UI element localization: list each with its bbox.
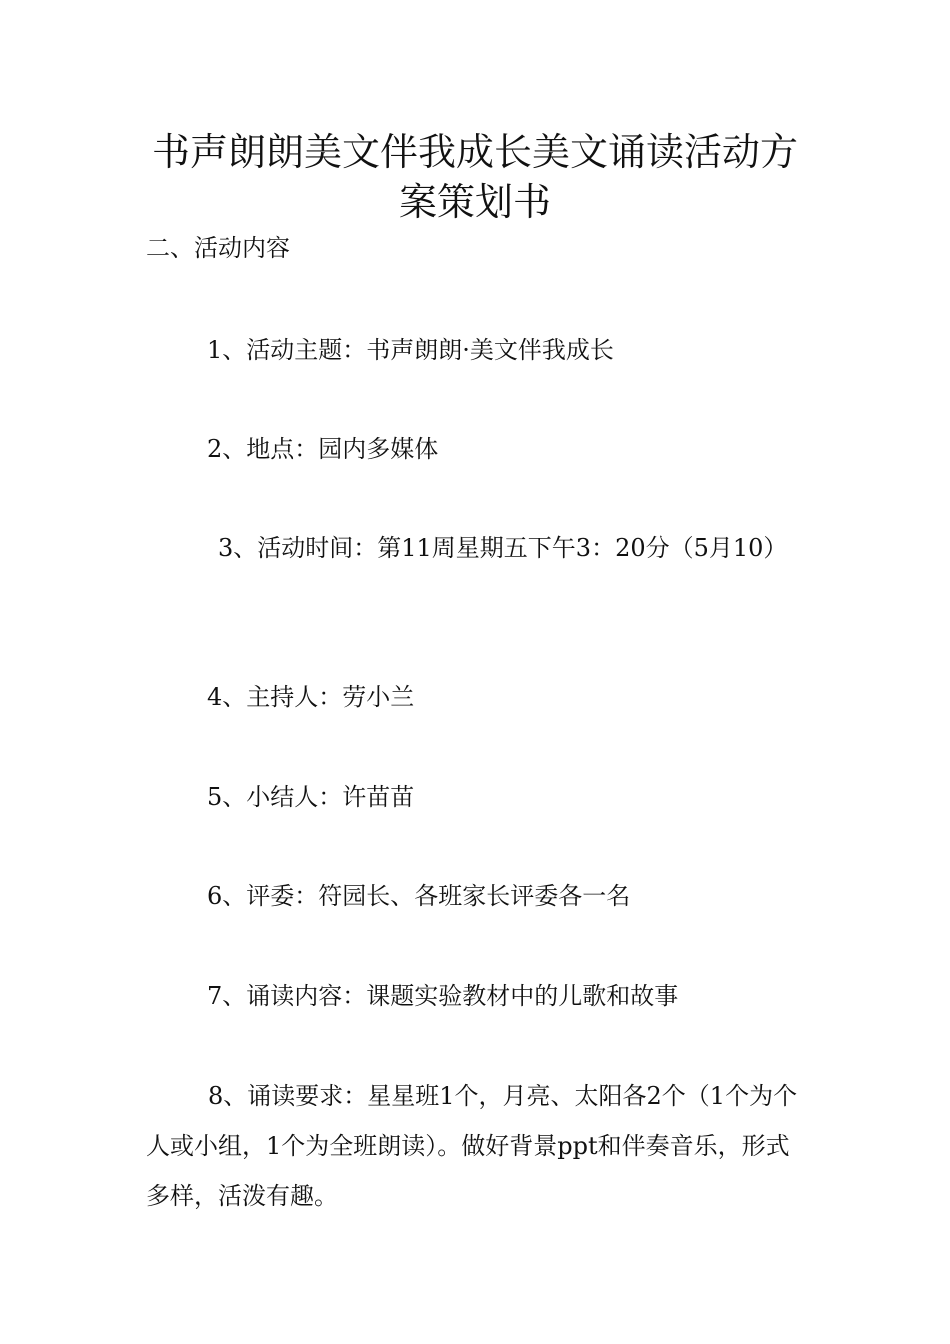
item-summarizer: 5、小结人：许苗苗 xyxy=(207,783,415,811)
section-heading: 二、活动内容 xyxy=(146,234,290,262)
item-reading-requirements: 8、诵读要求：星星班1个，月亮、太阳各2个（1个为个人或小组，1个为全班朗读）。做好背景ppt和伴奏音乐，形式多样，活泼有趣。 xyxy=(146,1082,798,1210)
document-title-line-2: 案策划书 xyxy=(398,180,551,224)
item-reading-content: 7、诵读内容：课题实验教材中的儿歌和故事 xyxy=(207,982,679,1010)
document-title-line-1: 书声朗朗美文伴我成长美文诵读活动方 xyxy=(151,130,798,174)
item-activity-theme: 1、活动主题：书声朗朗·美文伴我成长 xyxy=(207,336,614,364)
item-judges: 6、评委：符园长、各班家长评委各一名 xyxy=(207,882,631,910)
item-activity-time: 3、活动时间：第11周星期五下午3：20分（5月10） xyxy=(218,534,788,562)
item-host: 4、主持人：劳小兰 xyxy=(207,683,415,711)
item-location: 2、地点：园内多媒体 xyxy=(207,435,439,463)
